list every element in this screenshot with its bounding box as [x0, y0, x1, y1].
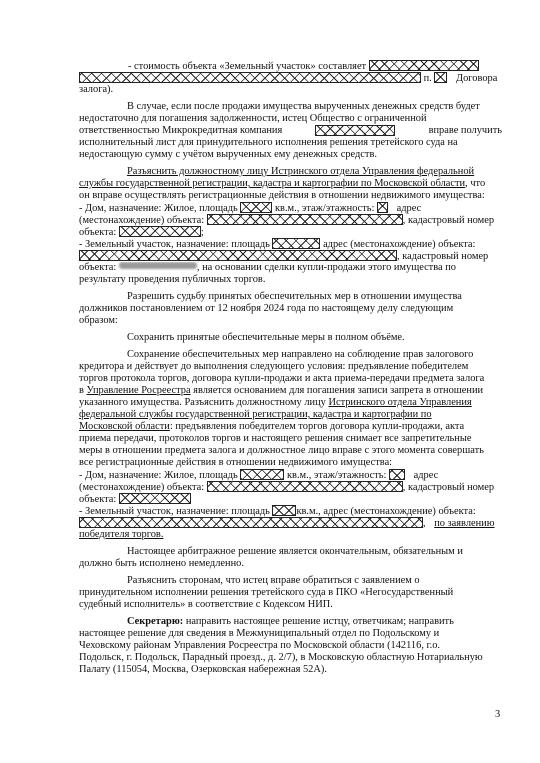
text-line: должников постановлением от 12 ноября 2024 года по настоящему делу следующим — [79, 303, 454, 314]
text-line: недостаточно для погашения задолженности, истец Общество с ограниченной — [79, 113, 427, 124]
text-line: Разъяснить должностному лицу Истринского отдела Управления федеральной — [127, 166, 475, 177]
text-line: п. Договора — [79, 72, 502, 84]
redaction — [79, 250, 397, 261]
text-line: , кадастровый номер — [79, 250, 502, 262]
redaction — [79, 72, 421, 83]
text-line: принудительном исполнении решения третейского суда в ПКО «Негосударственный — [79, 587, 454, 598]
text-line: победителя торгов. — [79, 529, 164, 540]
redaction — [369, 60, 479, 71]
text-line: недостающую сумму с учётом вырученных ему денежных средств. — [79, 149, 377, 160]
redaction — [79, 517, 423, 528]
text-line: все регистрационные действия в отношении недвижимого имущества: — [79, 457, 393, 468]
text-line: в Управление Росреестра является основанием для погашения записи запрета в отношении — [79, 385, 484, 396]
text-line: службы государственной регистрации, кадастра и картографии по Московской области, что — [79, 178, 486, 189]
text-line: - Земельный участок, назначение: площадь кв.м., адрес (местонахождение) объекта: — [79, 506, 476, 517]
text-line: исполнительный лист для принудительного исполнения решения третейского суда на — [79, 137, 458, 148]
text-line: - Дом, назначение: Жилое, площадь кв.м., этаж/этажность: адрес — [79, 203, 422, 214]
text-line: (местонахождение) объекта: , кадастровый номер — [79, 215, 495, 226]
redaction — [119, 262, 197, 269]
text-line: Разъяснить сторонам, что истец вправе обратиться с заявлением о — [127, 575, 420, 586]
text-line: Московской области: предъявления победителем торгов договора купли-продажи, акта — [79, 421, 465, 432]
redaction — [119, 493, 191, 504]
redaction — [434, 72, 447, 83]
text-line: Подольск, г. Подольск, Парадный проезд., д. 2/7), в Московскую областную Нотариальную — [79, 652, 483, 663]
text-line: , по заявлению — [79, 517, 502, 529]
text-line: образом: — [79, 315, 118, 326]
page-number: 3 — [495, 709, 501, 720]
text-line: - Земельный участок, назначение: площадь адрес (местонахождение) объекта: — [79, 239, 476, 250]
redaction — [377, 202, 388, 213]
redaction — [272, 238, 320, 249]
text-line: кредитора и действует до выполнения следующего условия: предъявление победителем — [79, 361, 469, 372]
redaction — [240, 469, 284, 480]
redaction — [315, 125, 395, 136]
text-line: судебный исполнитель» в соответствие с Кодексом НИП. — [79, 599, 333, 610]
text-line: настоящее решение для сведения в Межмуниципальный отдел по Подольскому и — [79, 628, 440, 639]
text-line: приема передачи, протоколов торгов и настоящего решения снимает все запретительные — [79, 433, 472, 444]
redaction — [119, 226, 201, 237]
text-line: Сохранение обеспечительных мер направлено на соблюдение прав залогового — [127, 349, 474, 360]
text-line: объекта: , на основании сделки купли-продажи этого имущества по — [79, 262, 456, 273]
redaction — [272, 505, 296, 516]
text-line: - стоимость объекта «Земельный участок» составляет — [79, 60, 502, 72]
text-line: Палату (115054, Москва, Озерковская набережная 52А). — [79, 664, 327, 675]
text-line: федеральной службы государственной регистрации, кадастра и картографии по — [79, 409, 432, 420]
text-line: он вправе осуществлять регистрационные действия в отношении недвижимого имущества: — [79, 190, 485, 201]
redaction — [207, 481, 403, 492]
text-line: залога). — [79, 84, 114, 95]
text-line: объекта: ; — [79, 227, 204, 238]
text-line: меры в отношении предмета залога и должностное лицо вправе с этого момента совершать — [79, 445, 484, 456]
text-line: В случае, если после продажи имущества вырученных денежных средств будет — [127, 101, 480, 112]
text-line: Разрешить судьбу принятых обеспечительных мер в отношении имущества — [127, 291, 462, 302]
text-line: указанного имущества. Разъяснить должностному лицу Истринского отдела Управления — [79, 397, 472, 408]
text-line: Секретарю: направить настоящее решение истцу, ответчикам; направить — [127, 616, 454, 627]
text-line: Чеховскому районам Управления Росреестра по Московской области (142116, г.о. — [79, 640, 440, 651]
redaction — [207, 214, 403, 225]
text-line: Настоящее арбитражное решение является окончательным, обязательным и — [127, 546, 463, 557]
text-line: должно быть исполнено немедленно. — [79, 558, 244, 569]
text-line: (местонахождение) объекта: , кадастровый номер — [79, 482, 495, 493]
redaction — [389, 469, 405, 480]
text-line: результату проведения публичных торгов. — [79, 274, 266, 285]
text-line: - Дом, назначение: Жилое, площадь кв.м., этаж/этажность: адрес — [79, 470, 439, 481]
text-line: объекта: — [79, 493, 502, 505]
text-line: ответственностью Микрокредитная компания вправе получить — [79, 125, 502, 136]
redaction — [240, 202, 272, 213]
text-line: Сохранить принятые обеспечительные меры в полном объёме. — [127, 332, 405, 343]
text-line: торгов протокола торгов, договора купли-продажи и акта приема-передачи предмета залога — [79, 373, 485, 384]
